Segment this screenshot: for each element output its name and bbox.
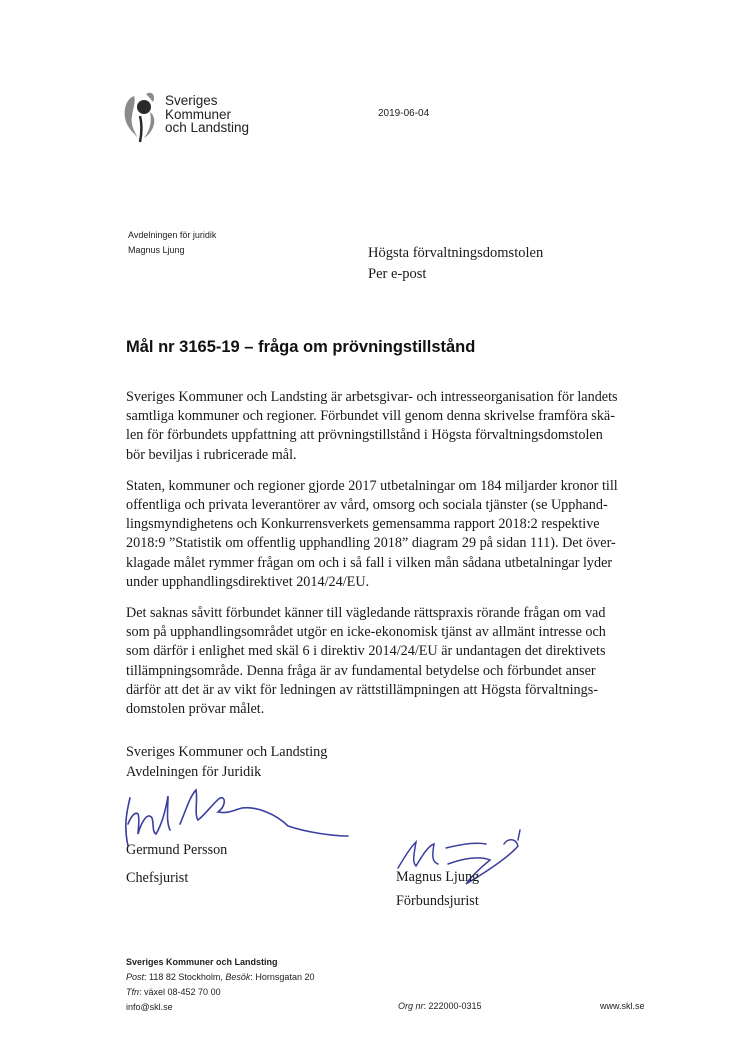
footer-website-link[interactable]: www.skl.se — [600, 1001, 645, 1011]
footer-org-number: Org nr: 222000-0315 — [398, 1001, 482, 1011]
recipient-line-2: Per e-post — [368, 266, 427, 282]
skl-logo-icon — [120, 86, 160, 144]
signatory-1-title: Chefsjurist — [126, 870, 189, 886]
recipient-line-1: Högsta förvaltningsdomstolen — [368, 245, 544, 261]
recipient-block — [368, 243, 543, 285]
logo-line-2: Kommuner — [165, 106, 232, 122]
closing-block — [126, 742, 327, 782]
signatory-2-name: Magnus Ljung — [396, 869, 480, 885]
paragraph-2: Staten, kommuner och regioner gjorde 2017 utbetalningar om 184 miljarder kronor till offentliga och privata leverantörer av vård, omsorg och sociala tjänster (se Upphand- lingsmyndighetens och Konkurrensverkets gemensamma rapport 2018:2 respektive 2018:9 ”Statistik om offentlig upphandling 2018” diagram 29 på sidan 111). Det över- klagade målet rymmer frågan om och i så fall i vilken mån sådana utbetalningar lyder under upphandlingsdirektivet 2014/24/EU. — [126, 477, 618, 590]
paragraph-1: Sveriges Kommuner och Landsting är arbetsgivar- och intresseorganisation för landets samtliga kommuner och regioner. Förbundet vill genom denna skrivelse framföra skä- len för förbundets uppfattning att prövningstillstånd i Högsta förvaltningsdomstolen bör beviljas i rubricerade mål. — [126, 389, 618, 463]
signatory-2-title: Förbundsjurist — [396, 893, 479, 909]
footer-org-name: Sveriges Kommuner och Landsting — [126, 957, 278, 967]
letter-heading: Mål nr 3165-19 – fråga om prövningstillstånd — [126, 338, 476, 356]
closing-line-1: Sveriges Kommuner och Landsting — [126, 744, 328, 760]
footer-phone: Tfn: växel 08-452 70 00 — [126, 987, 221, 997]
skl-logo — [120, 86, 270, 146]
logo-line-1: Sveriges — [165, 93, 218, 108]
sender-department: Avdelningen för juridik — [128, 230, 217, 240]
footer-address: Post: 118 82 Stockholm, Besök: Hornsgatan 20 — [126, 972, 315, 982]
paragraph-3: Det saknas såvitt förbundet känner till vägledande rättspraxis rörande frågan om vad som på upphandlingsområdet utgör en icke-ekonomisk tjänst av allmänt intresse och som därför i enlighet med skäl 6 i direktiv 2014/24/EU är undantagen det direktivets tillämpningsområde. Denna fråga är av fundamental betydelse och förbundet anser därför att det är av vikt för ledningen av rättstillämpningen att Högsta förvaltnings- domstolen prövar målet. — [126, 605, 606, 718]
signatory-1-name: Germund Persson — [126, 842, 228, 858]
logo-wordmark — [165, 94, 249, 135]
footer-email[interactable]: info@skl.se — [126, 1002, 173, 1012]
letter-date: 2019-06-04 — [378, 108, 430, 119]
letter-body — [126, 388, 646, 731]
signature-germund-persson — [116, 784, 356, 850]
sender-name: Magnus Ljung — [128, 245, 185, 255]
closing-line-2: Avdelningen för Juridik — [126, 764, 262, 780]
sender-block — [128, 228, 216, 258]
letter-footer — [126, 955, 314, 1015]
logo-line-3: och Landsting — [165, 120, 250, 135]
